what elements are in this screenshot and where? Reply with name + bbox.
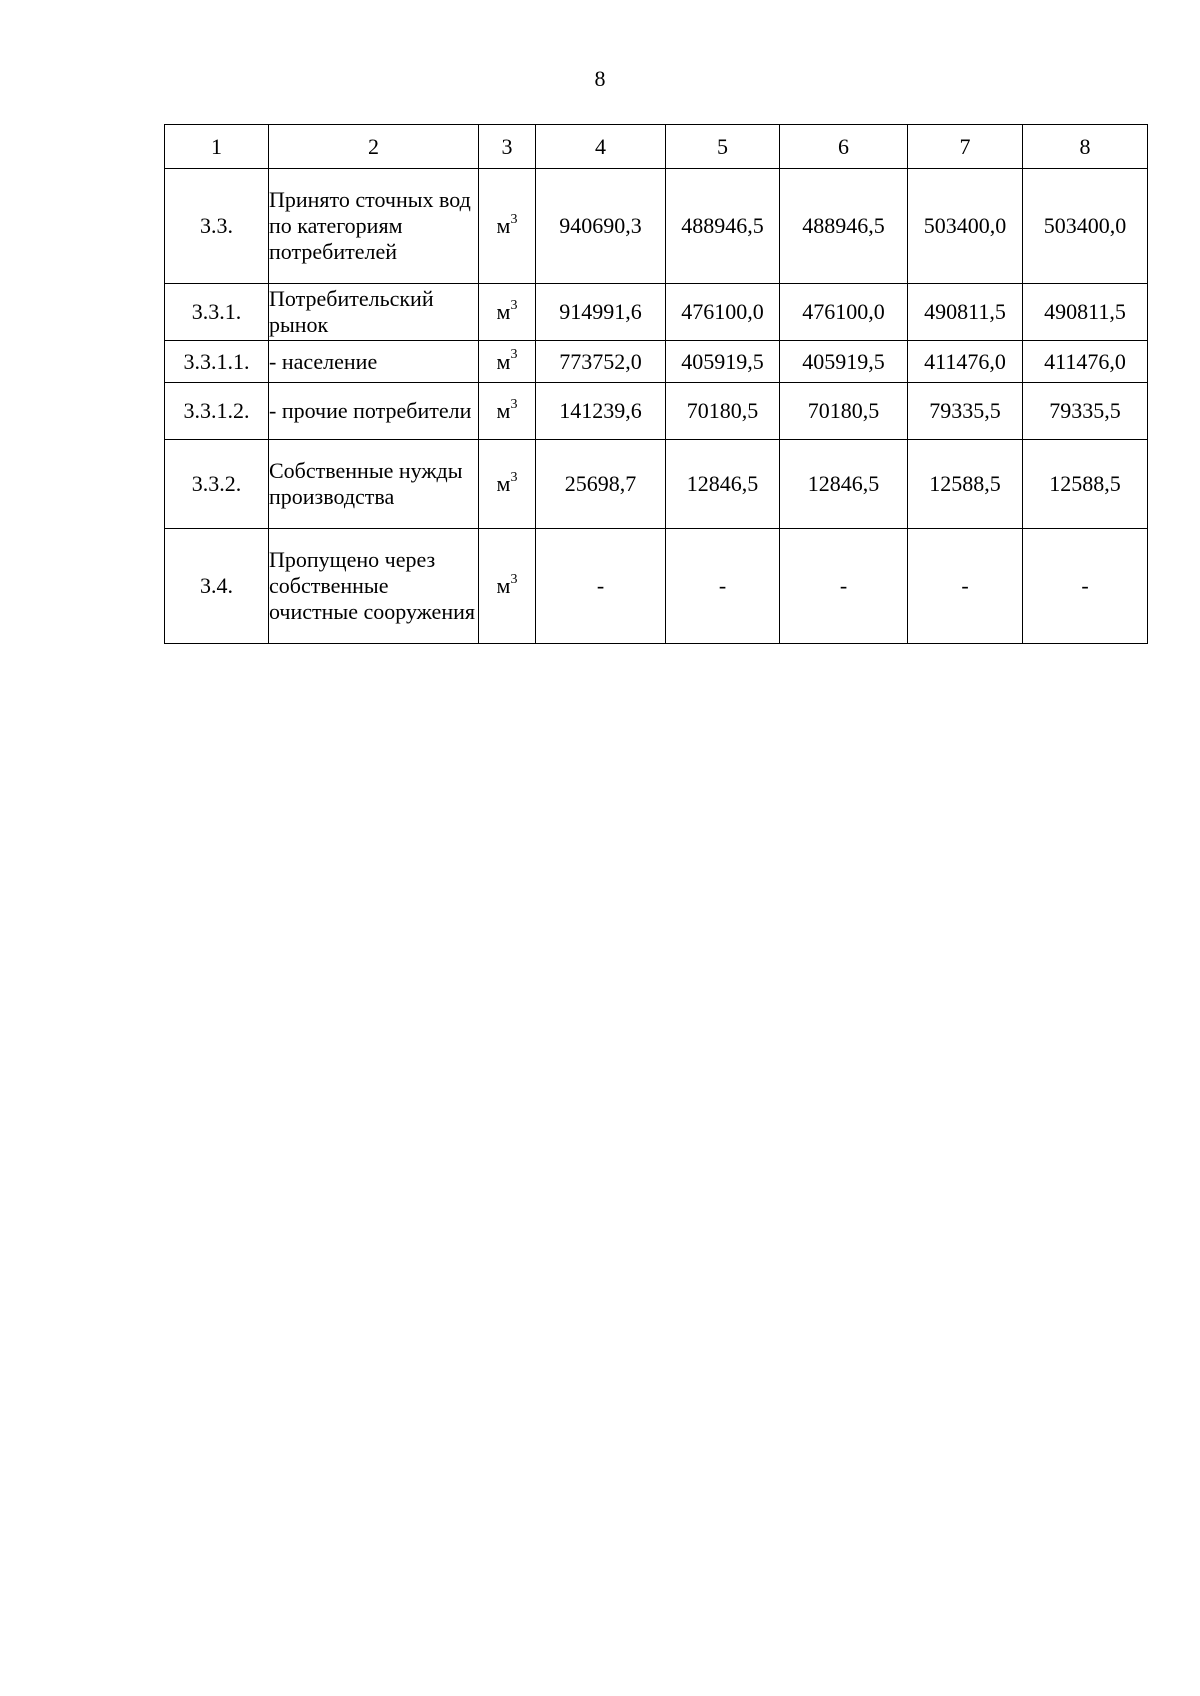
value-cell: 488946,5 xyxy=(666,169,780,284)
row-unit xyxy=(479,529,536,644)
unit-text: м xyxy=(496,348,511,374)
value-cell: 411476,0 xyxy=(1023,341,1148,383)
unit-text: м xyxy=(496,471,511,496)
value-cell: - xyxy=(536,529,666,644)
value-cell: - xyxy=(1023,529,1148,644)
table-row xyxy=(165,341,1148,383)
value-cell: 476100,0 xyxy=(780,284,908,341)
unit-exponent: 3 xyxy=(510,211,518,227)
unit-exponent: 3 xyxy=(510,571,518,587)
value-cell: - xyxy=(908,529,1023,644)
unit-exponent: 3 xyxy=(510,297,518,313)
value-cell: 405919,5 xyxy=(666,341,780,383)
unit-exponent: 3 xyxy=(510,396,518,412)
unit-exponent: 3 xyxy=(510,347,518,363)
page-number: 8 xyxy=(594,66,606,91)
unit-text: м xyxy=(496,213,511,238)
row-unit xyxy=(479,383,536,440)
unit-text: м xyxy=(496,573,511,598)
row-number: 3.3.1.2. xyxy=(165,383,269,440)
header-cell: 4 xyxy=(536,125,666,169)
header-cell: 5 xyxy=(666,125,780,169)
value-cell: 773752,0 xyxy=(536,341,666,383)
value-cell: 12588,5 xyxy=(1023,440,1148,529)
row-name: - население xyxy=(269,341,479,383)
value-cell: 411476,0 xyxy=(908,341,1023,383)
table-header-row xyxy=(165,125,1148,169)
row-number: 3.3.2. xyxy=(165,440,269,529)
table-row xyxy=(165,169,1148,284)
header-cell: 3 xyxy=(479,125,536,169)
value-cell: - xyxy=(666,529,780,644)
value-cell: 503400,0 xyxy=(908,169,1023,284)
row-name: Принято сточных вод по категориям потребителей xyxy=(269,169,479,284)
value-cell: 490811,5 xyxy=(1023,284,1148,341)
row-number: 3.3. xyxy=(165,169,269,284)
header-cell: 6 xyxy=(780,125,908,169)
row-name: Пропущено через собственные очистные сооружения xyxy=(269,529,479,644)
value-cell: 940690,3 xyxy=(536,169,666,284)
row-unit xyxy=(479,284,536,341)
value-cell: 141239,6 xyxy=(536,383,666,440)
header-cell: 1 xyxy=(165,125,269,169)
header-cell: 7 xyxy=(908,125,1023,169)
row-number: 3.3.1. xyxy=(165,284,269,341)
unit-text: м xyxy=(496,398,511,423)
value-cell: 25698,7 xyxy=(536,440,666,529)
value-cell: 79335,5 xyxy=(1023,383,1148,440)
value-cell: 914991,6 xyxy=(536,284,666,341)
row-name: Собственные нужды производства xyxy=(269,440,479,529)
value-cell: 503400,0 xyxy=(1023,169,1148,284)
row-unit xyxy=(479,440,536,529)
table-row xyxy=(165,529,1148,644)
value-cell: 12846,5 xyxy=(666,440,780,529)
value-cell: 79335,5 xyxy=(908,383,1023,440)
value-cell: - xyxy=(780,529,908,644)
unit-exponent: 3 xyxy=(510,469,518,485)
value-cell: 490811,5 xyxy=(908,284,1023,341)
value-cell: 405919,5 xyxy=(780,341,908,383)
data-table xyxy=(164,124,1148,644)
table-row xyxy=(165,440,1148,529)
row-number: 3.4. xyxy=(165,529,269,644)
row-unit xyxy=(479,341,536,383)
value-cell: 476100,0 xyxy=(666,284,780,341)
row-name: Потребительский рынок xyxy=(269,284,479,341)
value-cell: 70180,5 xyxy=(666,383,780,440)
value-cell: 12846,5 xyxy=(780,440,908,529)
row-unit xyxy=(479,169,536,284)
unit-text: м xyxy=(496,299,511,324)
value-cell: 70180,5 xyxy=(780,383,908,440)
row-name: - прочие потребители xyxy=(269,383,479,440)
table-row xyxy=(165,383,1148,440)
row-number: 3.3.1.1. xyxy=(165,341,269,383)
header-cell: 8 xyxy=(1023,125,1148,169)
header-cell: 2 xyxy=(269,125,479,169)
value-cell: 12588,5 xyxy=(908,440,1023,529)
table-row xyxy=(165,284,1148,341)
value-cell: 488946,5 xyxy=(780,169,908,284)
